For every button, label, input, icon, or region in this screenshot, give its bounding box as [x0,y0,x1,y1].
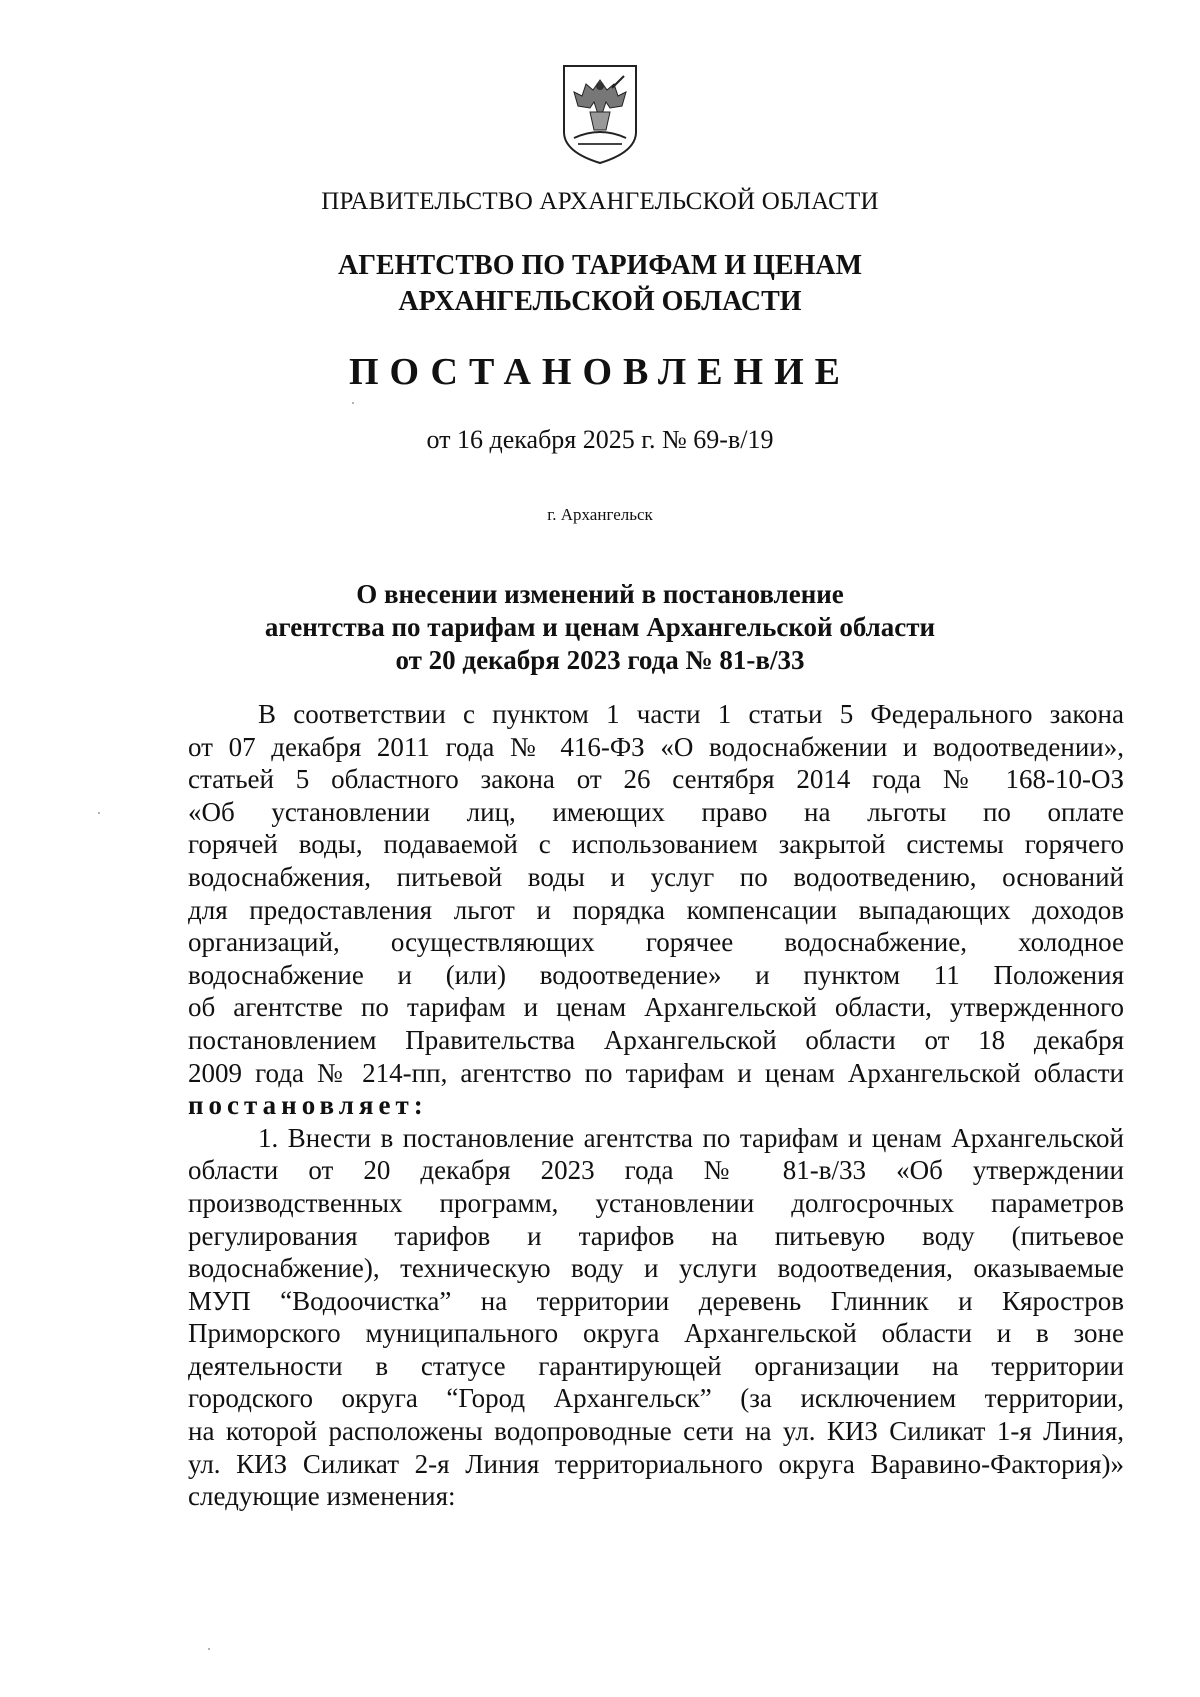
preamble-line: для предоставления льгот и порядка компенсации выпадающих доходов [188,894,1124,925]
document-body [188,698,1124,1513]
item-1-line: Приморского муниципального округа Архангельской области и в зоне [188,1318,1124,1349]
item-1-line: деятельности в статусе гарантирующей организации на территории [188,1350,1124,1381]
item-1-line: производственных программ, установлении долгосрочных параметров [188,1187,1124,1218]
document-type-title: ПОСТАНОВЛЕНИЕ [348,351,852,393]
subject-line1: О внесении изменений в постановление [356,579,844,609]
subject-line2: агентства по тарифам и ценам Архангельской области [264,612,936,642]
preamble-line: 2009 года № 214-пп, агентство по тарифам и ценам Архангельской области [188,1057,1124,1088]
agency-name [0,248,1200,320]
subject-line3: от 20 декабря 2023 года № 81-в/33 [395,645,805,675]
item-1-line: области от 20 декабря 2023 года № 81-в/33 «Об утверждении [188,1155,1124,1186]
resolves-word: постановляет: [188,1090,428,1121]
scan-speck [98,812,100,814]
preamble-line: об агентстве по тарифам и ценам Архангельской области, утвержденного [188,992,1124,1023]
preamble-line: постановлением Правительства Архангельской области от 18 декабря [188,1024,1124,1055]
preamble-line: от 07 декабря 2011 года № 416-ФЗ «О водоснабжении и водоотведении», [188,731,1124,762]
item-1-line: ул. КИЗ Силикат 2-я Линия территориального округа Варавино-Фактория)» [188,1448,1124,1479]
item-1-line: МУП “Водоочистка” на территории деревень Глинник и Кяростров [188,1285,1124,1316]
document-subject [0,578,1200,677]
scan-speck [352,402,354,404]
item-1-line: на которой расположены водопроводные сети на ул. КИЗ Силикат 1-я Линия, [188,1416,1124,1447]
item-1-paragraph [188,1122,1124,1513]
agency-name-line2: АРХАНГЕЛЬСКОЙ ОБЛАСТИ [398,286,802,317]
item-1-line: регулирования тарифов и тарифов на питьевую воду (питьевое [188,1220,1124,1251]
item-1-line: 1. Внести в постановление агентства по тарифам и ценам Архангельской [258,1122,1124,1153]
scan-speck [208,1648,210,1650]
item-1-line: городского округа “Город Архангельск” (за исключением территории, [188,1383,1124,1414]
item-1-last-line: следующие изменения: [188,1481,456,1512]
document-date-number: от 16 декабря 2025 г. № 69-в/19 [426,425,774,454]
preamble-line: водоснабжения, питьевой воды и услуг по водоотведению, оснований [188,861,1124,892]
preamble-line: организаций, осуществляющих горячее водоснабжение, холодное [188,927,1124,958]
preamble-paragraph [188,698,1124,1122]
government-name: ПРАВИТЕЛЬСТВО АРХАНГЕЛЬСКОЙ ОБЛАСТИ [321,188,879,215]
coat-of-arms-emblem [560,62,640,166]
preamble-line: водоснабжение и (или) водоотведение» и пунктом 11 Положения [188,959,1124,990]
preamble-line: В соответствии с пунктом 1 части 1 статьи 5 Федерального закона [258,699,1124,729]
document-city: г. Архангельск [547,505,653,524]
preamble-line: «Об установлении лиц, имеющих право на льготы по оплате [188,796,1124,827]
item-1-line: водоснабжение), техническую воду и услуги водоотведения, оказываемые [188,1253,1124,1284]
preamble-line: статьей 5 областного закона от 26 сентября 2014 года № 168-10-ОЗ [188,764,1124,795]
agency-name-line1: АГЕНТСТВО ПО ТАРИФАМ И ЦЕНАМ [337,250,863,281]
preamble-line: горячей воды, подаваемой с использованием закрытой системы горячего [188,829,1124,860]
